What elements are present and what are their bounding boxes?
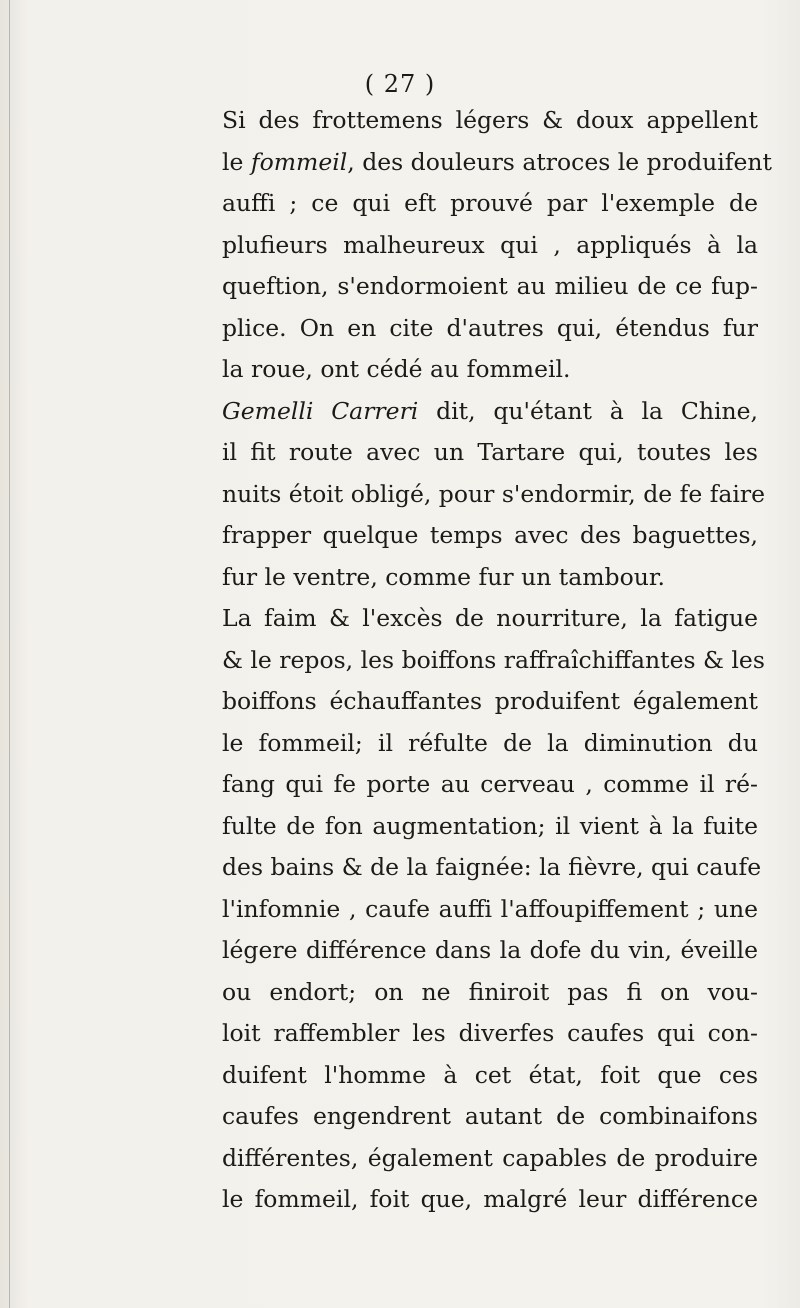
text-run: nuits étoit obligé, pour s'endormir, de fe faire [222, 479, 766, 508]
text-line [222, 930, 758, 972]
text-run: queftion, s'endormoient au milieu de ce fup- [222, 272, 758, 300]
text-run: Si des frottemens légers & doux appellent [222, 106, 758, 134]
text-run: dit, qu'étant à la Chine, [418, 396, 758, 425]
text-line [222, 764, 758, 806]
text-run: il fit route avec un Tartare qui, toutes les [222, 438, 758, 466]
text-run: légere différence dans la dofe du vin, éveille [222, 936, 758, 964]
text-line [222, 225, 758, 267]
text-run: frapper quelque temps avec des baguettes, [222, 521, 758, 549]
text-run: différentes, également capables de produire [222, 1143, 758, 1172]
text-line [222, 806, 758, 848]
text-run: & le repos, les boiffons raffraîchiffantes & les [222, 645, 765, 674]
italic-text: fommeil [250, 147, 348, 176]
text-line [222, 100, 758, 142]
text-line [222, 557, 758, 599]
page-number: ( 27 ) [364, 70, 436, 98]
text-run: ou endort; on ne finiroit pas fi on vou- [222, 977, 758, 1006]
text-line [222, 142, 772, 184]
text-line [222, 515, 758, 557]
text-run: auffi ; ce qui eft prouvé par l'exemple de [222, 189, 758, 217]
text-line [222, 1013, 758, 1055]
text-run: plufieurs malheureux qui , appliqués à la [222, 230, 758, 259]
text-line [222, 1096, 758, 1138]
text-run: fulte de fon augmentation; il vient à la fuite [222, 811, 758, 840]
text-run: loit raffembler les diverfes caufes qui con- [222, 1019, 758, 1047]
text-run: boiffons échauffantes produifent également [222, 687, 758, 715]
text-run: le fommeil; il réfulte de la diminution du [222, 728, 758, 757]
text-run: La faim & l'excès de nourriture, la fatigue [222, 604, 758, 632]
text-line [222, 1055, 758, 1097]
text-line [222, 723, 758, 765]
text-line [222, 640, 765, 682]
text-line [222, 266, 758, 308]
text-line [222, 474, 766, 516]
text-line [222, 1179, 758, 1221]
text-line [222, 681, 758, 723]
page-edge [9, 0, 10, 1308]
text-run: le [222, 147, 251, 176]
text-line [222, 183, 758, 225]
text-run: plice. On en cite d'autres qui, étendus fur [222, 313, 758, 342]
text-line [222, 847, 762, 889]
body-text [222, 100, 772, 1221]
text-run: duifent l'homme à cet état, foit que ces [222, 1060, 758, 1089]
text-line [222, 598, 758, 640]
text-line [222, 308, 758, 350]
text-line [222, 1138, 758, 1180]
text-line [222, 432, 758, 474]
text-run: le fommeil, foit que, malgré leur différence [222, 1185, 758, 1213]
text-run: fur le ventre, comme fur un tambour. [222, 562, 665, 591]
text-run: la roue, ont cédé au fommeil. [222, 355, 571, 383]
text-line [222, 391, 758, 433]
italic-text: Gemelli Carreri [222, 396, 419, 425]
text-line [222, 972, 758, 1014]
text-run: fang qui fe porte au cerveau , comme il ré- [222, 770, 758, 798]
text-run: caufes engendrent autant de combinaifons [222, 1102, 758, 1130]
text-line [222, 889, 758, 931]
text-run: l'infomnie , caufe auffi l'affoupiffement ; une [222, 894, 758, 923]
text-run: , des douleurs atroces le produifent [347, 147, 772, 176]
text-line [222, 349, 758, 391]
text-run: des bains & de la faignée: la fièvre, qui caufe [222, 853, 762, 881]
